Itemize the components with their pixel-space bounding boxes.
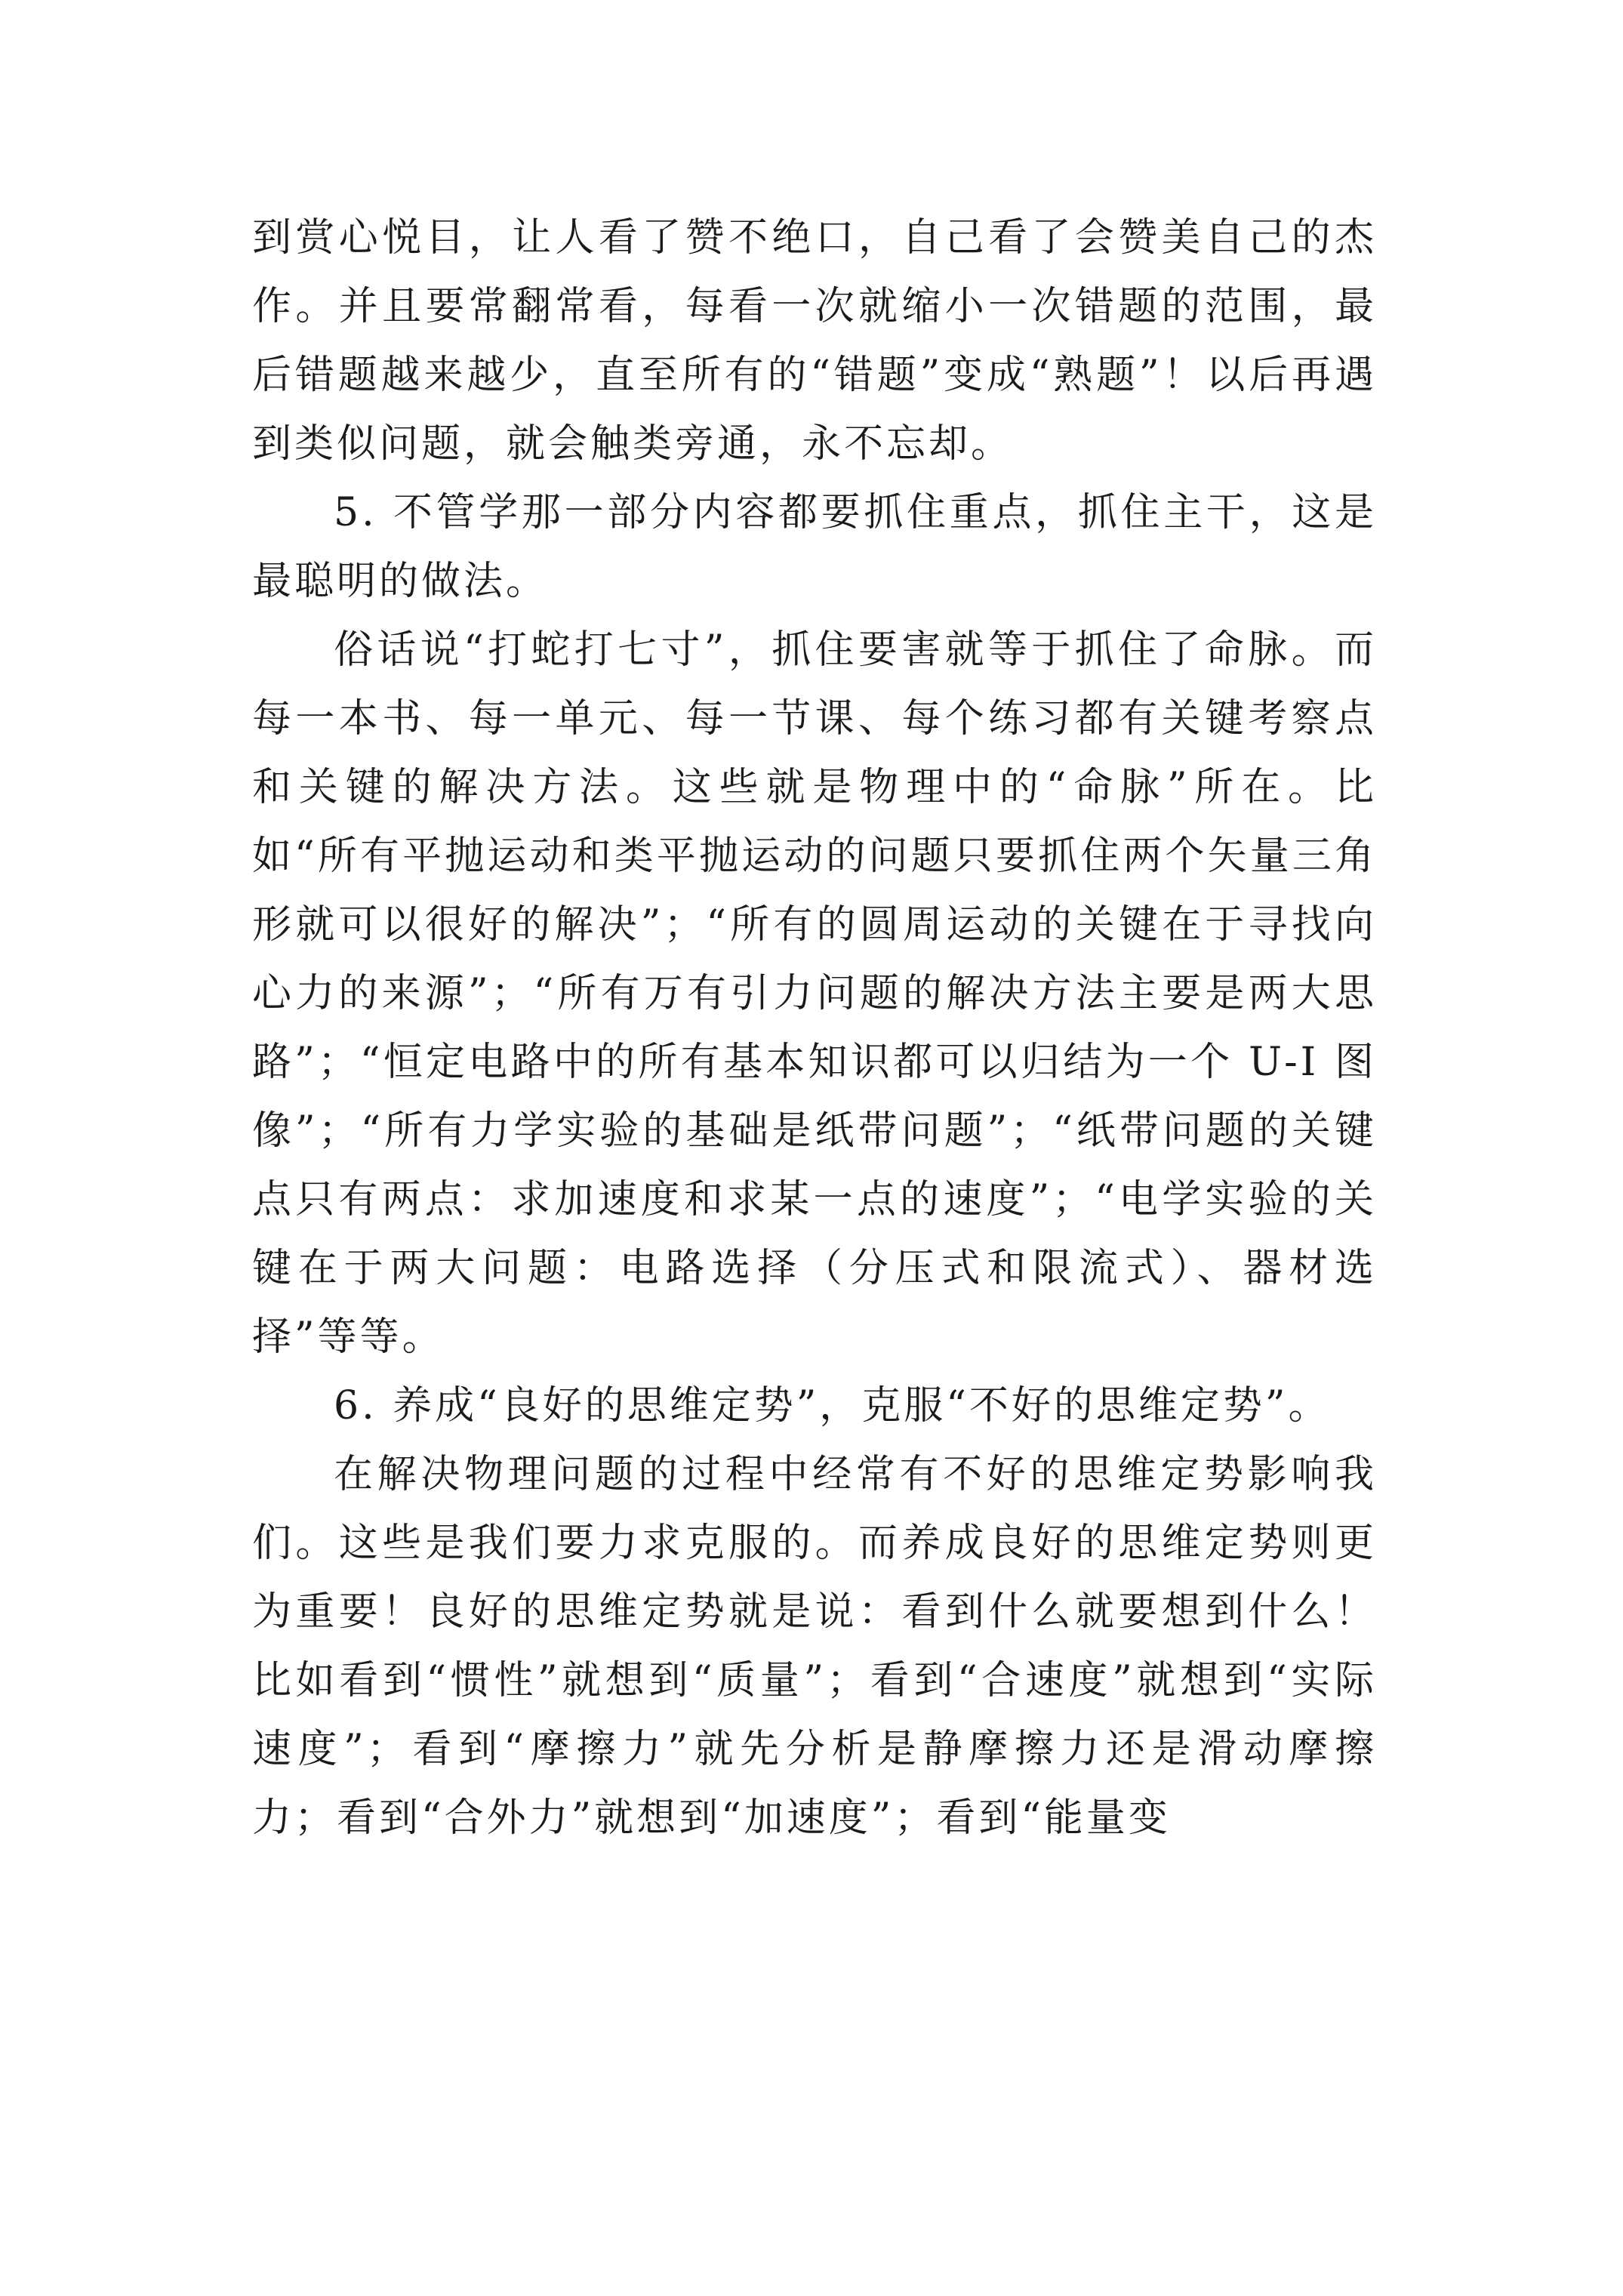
document-body bbox=[252, 204, 1377, 1853]
paragraph-point-5-heading: 5. 不管学那一部分内容都要抓住重点，抓住主干，这是最聪明的做法。 bbox=[252, 490, 1377, 604]
paragraph-thinking-patterns: 在解决物理问题的过程中经常有不好的思维定势影响我们。这些是我们要力求克服的。而养成良好的思维定势则更为重要！良好的思维定势就是说：看到什么就要想到什么！比如看到“惯性”就想到“质量”；看到“合速度”就想到“实际速度”；看到“摩擦力”就先分析是静摩擦力还是滑动摩擦力；看到“合外力”就想到“加速度”；看到“能量变 bbox=[252, 1452, 1377, 1841]
paragraph-point-6-heading: 6. 养成“良好的思维定势”，克服“不好的思维定势”。 bbox=[334, 1383, 1331, 1428]
paragraph-grasp-key-points: 俗话说“打蛇打七寸”，抓住要害就等于抓住了命脉。而每一本书、每一单元、每一节课、每个练习都有关键考察点和关键的解决方法。这些就是物理中的“命脉”所在。比如“所有平抛运动和类平抛运动的问题只要抓住两个矢量三角形就可以很好的解决”；“所有的圆周运动的关键在于寻找向心力的来源”；“所有万有引力问题的解决方法主要是两大思路”；“恒定电路中的所有基本知识都可以归结为一个 U-I 图像”；“所有力学实验的基础是纸带问题”；“纸带问题的关键点只有两点：求加速度和求某一点的速度”；“电学实验的关键在于两大问题：电路选择（分压式和限流式）、器材选择”等等。 bbox=[252, 627, 1377, 1360]
paragraph-wrong-questions-conclusion: 到赏心悦目，让人看了赞不绝口，自己看了会赞美自己的杰作。并且要常翻常看，每看一次就缩小一次错题的范围，最后错题越来越少，直至所有的“错题”变成“熟题”！以后再遇到类似问题，就会触类旁通，永不忘却。 bbox=[252, 215, 1377, 467]
